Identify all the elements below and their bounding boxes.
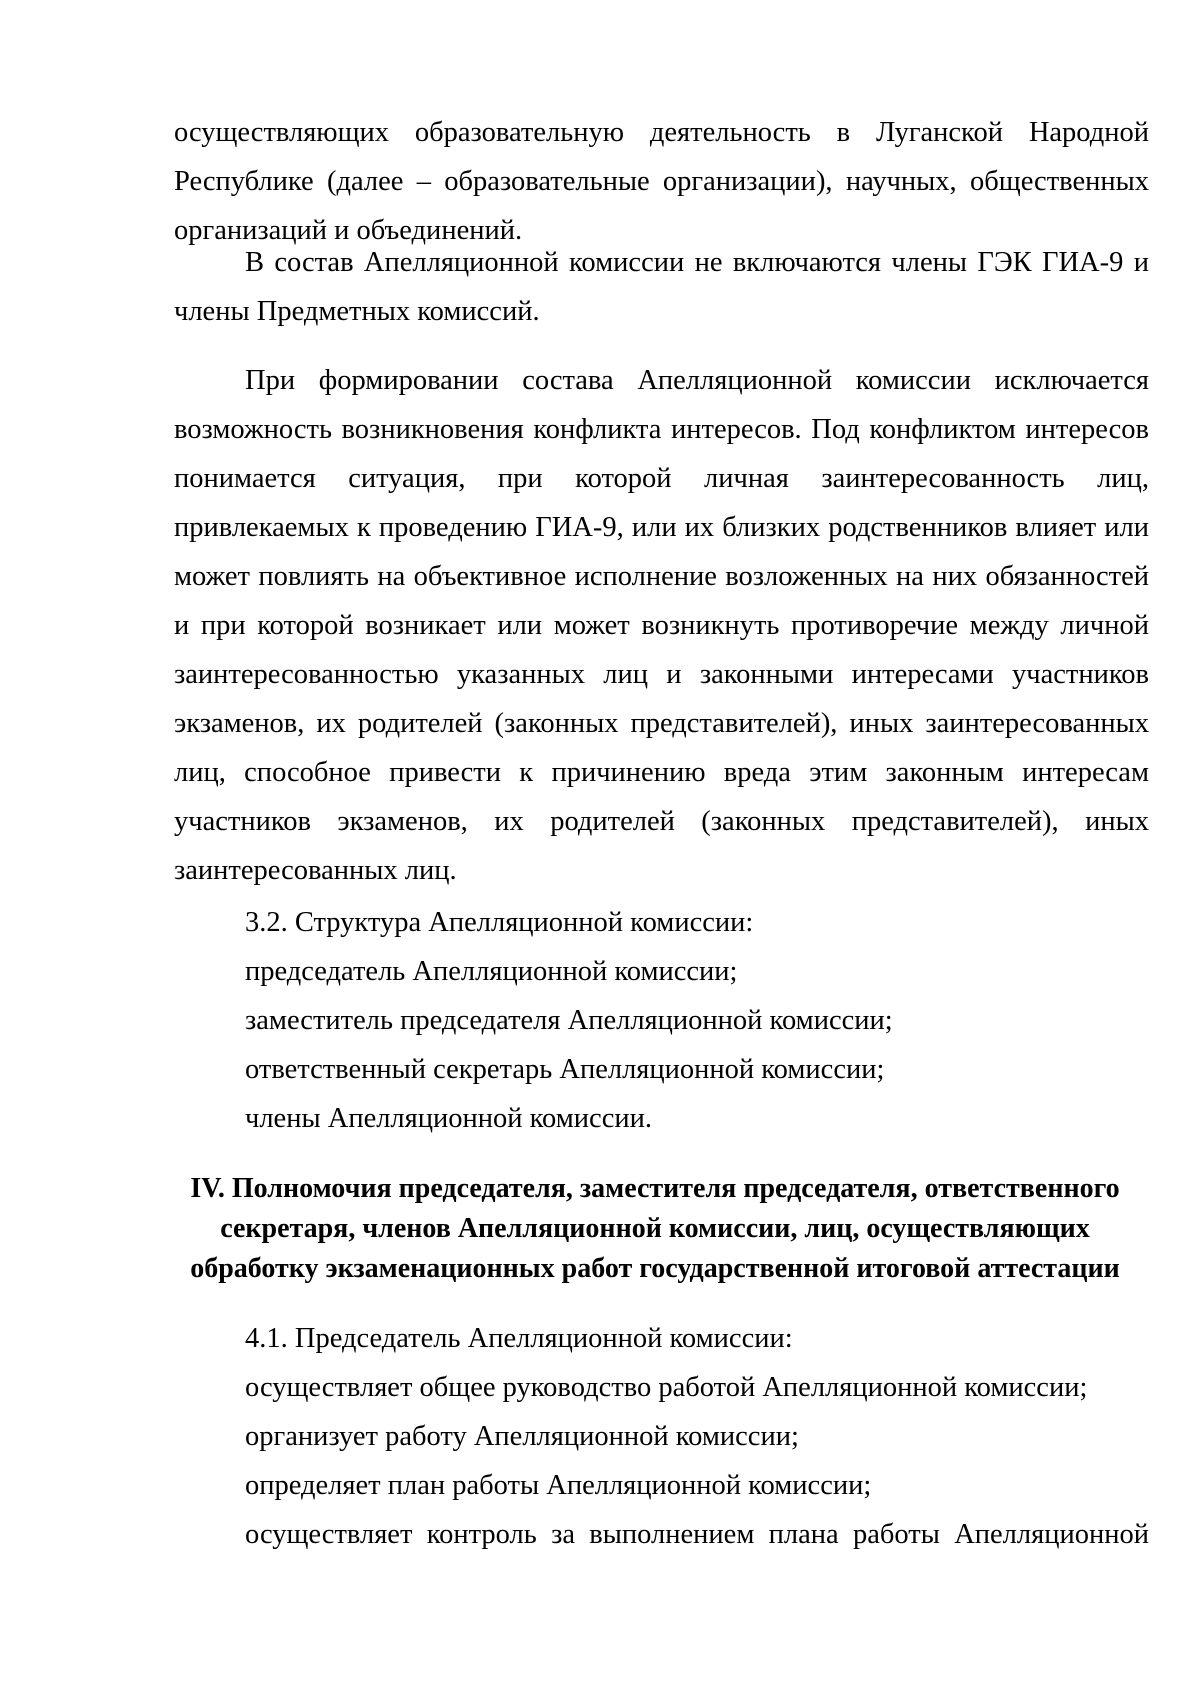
chair-item: осуществляет контроль за выполнением плана работы Апелляционной: [245, 1519, 1149, 1550]
chair-title: 4.1. Председатель Апелляционной комиссии:: [245, 1323, 793, 1354]
structure-title: 3.2. Структура Апелляционной комиссии:: [245, 907, 754, 938]
paragraph-conflict-of-interest: При формировании состава Апелляционной комиссии исключается возможность возникновения конфликта интересов. Под конфликтом интересов понимается ситуация, при которой личная заинтересованность лиц, привлекаемых к проведению ГИА-9, или их близких родственников влияет или может повлиять на объективное исполнение возложенных на них обязанностей и при которой возникает или может возникнуть противоречие между личной заинтересованностью указанных лиц и законными интересами участников экзаменов, их родителей (законных представителей), иных заинтересованных лиц, способное привести к причинению вреда этим законным интересам участников экзаменов, их родителей (законных представителей), иных заинтересованных лиц.: [174, 365, 1149, 886]
section-heading-line: секретаря, членов Апелляционной комиссии, лиц, осуществляющих: [220, 1213, 1090, 1244]
section-heading-line: IV. Полномочия председателя, заместителя председателя, ответственного: [190, 1173, 1120, 1204]
structure-item: члены Апелляционной комиссии.: [245, 1103, 652, 1134]
paragraph-intro: осуществляющих образовательную деятельность в Луганской Народной Республике (далее – образовательные организации), научных, общественных организаций и объединений.: [174, 117, 1149, 246]
paragraph-exclusion: В состав Апелляционной комиссии не включаются члены ГЭК ГИА-9 и члены Предметных комиссий.: [174, 247, 1149, 327]
chair-item: осуществляет общее руководство работой Апелляционной комиссии;: [245, 1372, 1088, 1403]
chair-item: определяет план работы Апелляционной комиссии;: [245, 1470, 872, 1501]
structure-item: заместитель председателя Апелляционной комиссии;: [245, 1005, 893, 1036]
section-heading: [150, 1169, 1160, 1289]
chair-item: организует работу Апелляционной комиссии;: [245, 1421, 799, 1452]
structure-item: ответственный секретарь Апелляционной комиссии;: [245, 1054, 885, 1085]
section-heading-line: обработку экзаменационных работ государственной итоговой аттестации: [190, 1253, 1120, 1284]
structure-item: председатель Апелляционной комиссии;: [245, 956, 738, 987]
